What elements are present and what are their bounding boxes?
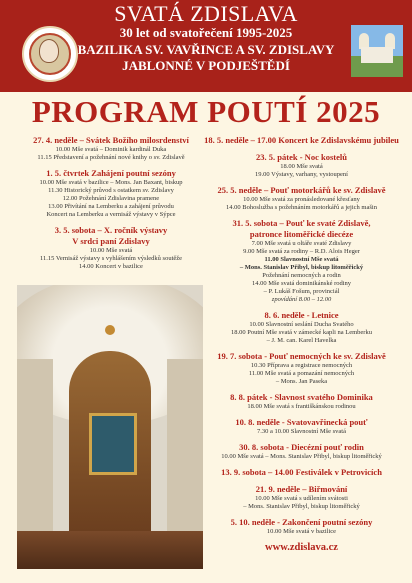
header-basilica: BAZILIKA SV. VAVŘINCE A SV. ZDISLAVY <box>77 42 335 57</box>
header-location: JABLONNÉ V PODJEŠTĚDÍ <box>122 58 290 73</box>
right-event <box>199 152 404 179</box>
event-heading: 18. 5. neděle – 17.00 Koncert ke Zdislavskému jubileu <box>204 135 399 145</box>
header-title: SVATÁ ZDISLAVA <box>114 1 298 26</box>
event-detail: 7.30 a 10.00 Slavnostní Mše svatá <box>256 428 346 435</box>
right-events-column <box>199 135 404 553</box>
event-heading: 8. 6. neděle - Letnice <box>264 310 339 320</box>
right-event <box>199 392 404 411</box>
website-link[interactable]: www.zdislava.cz <box>265 542 338 553</box>
event-heading: 27. 4. neděle – Svátek Božího milosrdenství <box>33 135 189 145</box>
event-detail: 11.00 Slavnostní Mše svatá <box>264 256 339 263</box>
event-detail: 10.00 Slavnostní seslání Ducha Svatého <box>249 321 354 328</box>
event-detail: 10.00 Mše svatá s udílením svátosti <box>255 495 348 502</box>
right-event <box>199 218 404 304</box>
event-detail: 11.15 Představení a požehnání nové knihy o sv. Zdislavě <box>37 154 185 161</box>
right-event <box>199 484 404 511</box>
event-subheading: patronce litoměřické diecéze <box>249 229 354 239</box>
right-event <box>199 417 404 436</box>
event-detail: 10.00 Mše svatá za pronásledované křesťany <box>243 196 360 203</box>
event-detail: Požehnání nemocných a rodin <box>262 272 341 279</box>
event-detail: – J. M. can. Karel Havelka <box>266 337 337 344</box>
ceiling-lamp <box>105 325 115 335</box>
event-heading: 23. 5. pátek - Noc kostelů <box>256 152 347 162</box>
event-detail: 11.00 Mše svatá a pomazání nemocných <box>248 370 355 377</box>
event-detail: 10.30 Příprava a registrace nemocných <box>250 362 353 369</box>
left-event <box>20 135 202 162</box>
right-event <box>199 517 404 536</box>
event-detail: 10.00 Mše svatá v bazilice – Mons. Jan Baxant, biskup <box>39 179 183 186</box>
event-detail: 10.00 Mše svatá v bazilice <box>266 528 337 535</box>
event-detail: 7.00 Mše svatá u oltáře svaté Zdislavy <box>251 240 352 247</box>
interior-photo <box>17 285 203 569</box>
right-event <box>199 135 404 146</box>
event-heading: 10. 8. neděle - Svatovavřinecká pouť <box>235 417 368 427</box>
right-event <box>199 467 404 478</box>
event-detail: Koncert na Lemberku a vernisáž výstavy v Sýpce <box>46 211 176 218</box>
event-heading: 5. 10. neděle - Zakončení poutní sezóny <box>230 517 373 527</box>
event-detail: 18.00 Mše svatá <box>280 163 323 170</box>
event-detail: 14.00 Bohoslužba s požehnáním motorkářů a jejich mašin <box>226 204 377 211</box>
right-event <box>199 442 404 461</box>
event-heading: 21. 9. neděle – Biřmování <box>255 484 348 494</box>
header-anniversary: 30 let od svatořečení 1995-2025 <box>119 25 293 40</box>
event-heading: 25. 5. neděle – Pouť motorkářů ke sv. Zdislavě <box>217 185 386 195</box>
event-detail: 18.00 Poutní Mše svatá v zámecké kapli na Lemberku <box>231 329 372 336</box>
event-detail: 11.15 Vernisáž výstavy s vyhlášením výsledků soutěže <box>39 255 183 262</box>
event-detail: 10.00 Mše svatá – Dominik kardinál Duka <box>55 146 167 153</box>
left-event <box>20 168 202 219</box>
program-title: PROGRAM POUTÍ 2025 <box>31 94 381 129</box>
right-event <box>199 185 404 212</box>
event-detail: zpovídání 8.00 – 12.00 <box>271 296 332 303</box>
left-events-column <box>20 135 202 277</box>
event-heading: 31. 5. sobota – Pouť ke svaté Zdislavě, <box>232 218 371 228</box>
event-detail: 10.00 Mše svatá – Mons. Stanislav Přibyl, biskup litoměřický <box>221 453 382 460</box>
event-heading: 8. 8. pátek - Slavnost svatého Dominika <box>230 392 373 402</box>
church-pews <box>17 531 203 569</box>
event-detail: 14.00 Koncert v bazilice <box>79 263 143 270</box>
event-detail: 19.00 Výstavy, varhany, vystoupení <box>255 171 348 178</box>
event-detail: 11.30 Historický průvod s ostatkem sv. Zdislavy <box>48 187 174 194</box>
event-detail: 10.00 Mše svatá <box>89 247 133 254</box>
event-heading: 3. 5. sobota – X. ročník výstavy <box>54 225 168 235</box>
altar-painting <box>89 413 137 475</box>
event-detail: – P. Lukáš Fošum, provinciál <box>263 288 340 295</box>
event-detail: 18.00 Mše svatá s františkánskou rodinou <box>247 403 356 410</box>
event-detail: 13.00 Přivítání na Lemberku a zahájení průvodu <box>48 203 174 210</box>
event-subheading: V srdci paní Zdislavy <box>72 236 150 246</box>
event-heading: 30. 8. sobota - Diecézní pouť rodin <box>239 442 364 452</box>
event-detail: 14.00 Mše svatá dominikánské rodiny <box>251 280 352 287</box>
main-altar <box>69 351 151 531</box>
right-event <box>199 310 404 345</box>
right-event <box>199 351 404 386</box>
event-heading: 1. 5. čtvrtek Zahájení poutní sezóny <box>46 168 176 178</box>
event-detail: – Mons. Stanislav Přibyl, biskup litoměřický <box>239 264 364 271</box>
left-event <box>20 225 202 271</box>
event-detail: – Mons. Stanislav Přibyl, biskup litoměřický <box>243 503 360 510</box>
event-detail: 9.00 Mše svatá za rodiny – R.D. Alois Heger <box>243 248 360 255</box>
event-detail: 12.00 Požehnání Zdislavina pramene <box>62 195 160 202</box>
event-detail: – Mons. Jan Paseka <box>275 378 328 385</box>
event-heading: 13. 9. sobota – 14.00 Festiválek v Petrovicích <box>221 467 382 477</box>
event-heading: 19. 7. sobota - Pouť nemocných ke sv. Zdislavě <box>217 351 386 361</box>
header-banner <box>0 0 412 92</box>
